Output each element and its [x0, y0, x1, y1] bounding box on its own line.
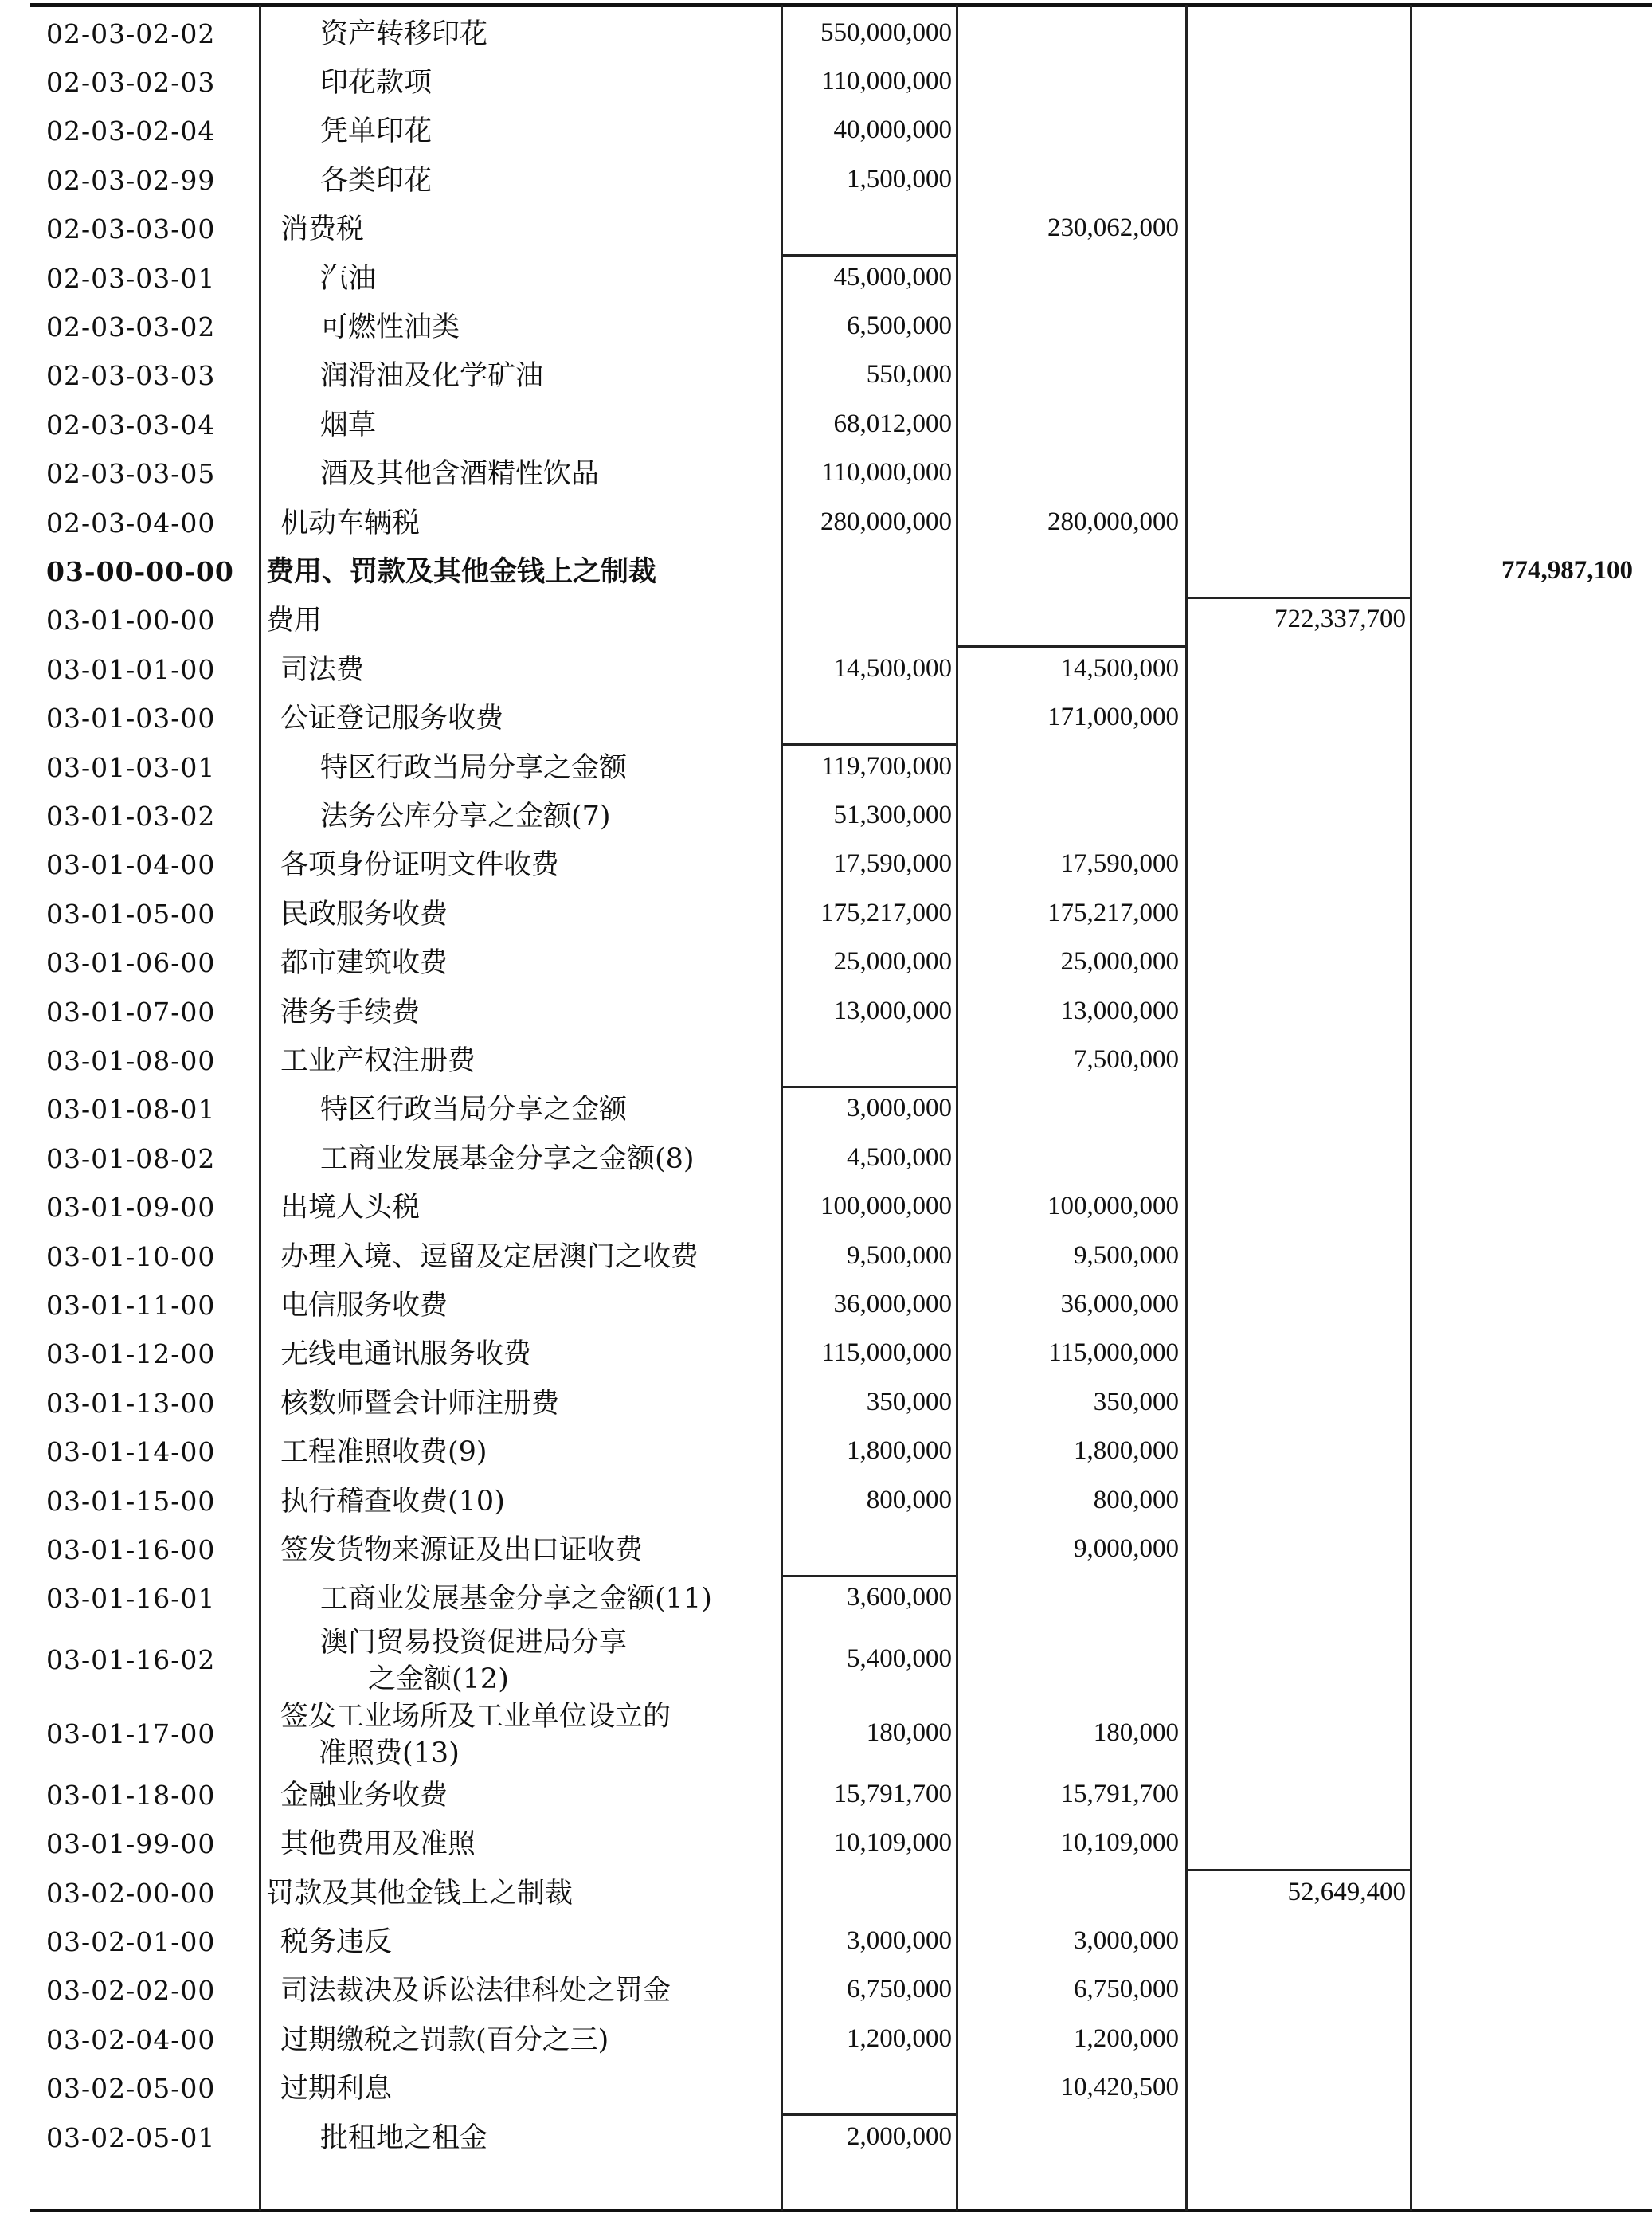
amount-v1: 68,012,000 [833, 409, 952, 438]
account-name: 工商业发展基金分享之金额(11) [320, 1583, 712, 1616]
account-name: 消费税 [280, 213, 365, 246]
table-top-rule [30, 3, 1652, 7]
amount-v2: 9,000,000 [1074, 1534, 1179, 1564]
account-code: 02-03-02-02 [46, 18, 216, 49]
table-row [0, 988, 1652, 1036]
table-row [0, 1379, 1652, 1428]
amount-v1: 13,000,000 [833, 996, 952, 1025]
table-row [0, 1134, 1652, 1183]
account-code: 02-03-03-01 [46, 262, 216, 294]
table-bottom-rule [30, 2209, 1652, 2212]
column-divider-amount4 [1410, 5, 1412, 2211]
amount-v1: 40,000,000 [833, 116, 952, 145]
account-name: 港务手续费 [280, 996, 421, 1028]
table-row [0, 743, 1652, 792]
amount-v1: 10,109,000 [833, 1828, 952, 1858]
amount-v2: 800,000 [1093, 1485, 1179, 1514]
table-row [0, 1232, 1652, 1281]
account-name: 印花款项 [320, 67, 433, 100]
amount-v2: 175,217,000 [1047, 898, 1179, 927]
amount-v1: 9,500,000 [847, 1240, 952, 1270]
amount-v1: 5,400,000 [847, 1644, 952, 1674]
table-row [0, 1698, 1652, 1772]
amount-v1: 3,000,000 [847, 1094, 952, 1123]
account-code: 03-01-13-00 [46, 1387, 216, 1419]
subtotal-rule [781, 254, 956, 257]
table-row [0, 2015, 1652, 2064]
account-name: 可燃性油类 [320, 311, 460, 344]
amount-v2: 25,000,000 [1060, 947, 1179, 977]
table-row [0, 695, 1652, 743]
account-name: 电信服务收费 [280, 1290, 448, 1322]
amount-v1: 1,800,000 [847, 1436, 952, 1466]
account-name: 机动车辆税 [280, 507, 421, 539]
amount-v2: 6,750,000 [1074, 1975, 1179, 2004]
table-row [0, 1330, 1652, 1379]
table-row [0, 1184, 1652, 1232]
table-row [0, 206, 1652, 254]
table-row [0, 2113, 1652, 2162]
amount-v2: 180,000 [1093, 1718, 1179, 1747]
table-row [0, 2065, 1652, 2113]
table-row [0, 939, 1652, 988]
table-row [0, 547, 1652, 596]
account-name: 各类印花 [320, 164, 433, 197]
account-name: 司法裁决及诉讼法律科处之罚金 [280, 1975, 671, 2008]
account-code: 03-02-00-00 [46, 1877, 216, 1909]
account-code: 02-03-02-03 [46, 67, 216, 99]
amount-v1: 100,000,000 [820, 1192, 952, 1221]
account-code: 03-01-03-01 [46, 751, 216, 783]
account-name: 核数师暨会计师注册费 [280, 1387, 560, 1420]
amount-v2: 100,000,000 [1047, 1192, 1179, 1221]
account-code: 03-02-05-00 [46, 2073, 216, 2105]
amount-v1: 15,791,700 [833, 1779, 952, 1808]
account-name: 润滑油及化学矿油 [320, 360, 544, 393]
amount-v1: 17,590,000 [833, 849, 952, 879]
column-divider-amount2 [956, 5, 958, 2211]
account-code: 03-01-08-02 [46, 1142, 216, 1174]
account-name: 费用、罚款及其他金钱上之制裁 [266, 555, 657, 589]
account-name: 费用 [266, 605, 323, 637]
amount-v2: 13,000,000 [1060, 996, 1179, 1025]
account-name: 之金额(12) [368, 1663, 509, 1696]
account-name: 各项身份证明文件收费 [280, 849, 560, 882]
account-code: 03-01-12-00 [46, 1338, 216, 1370]
account-code: 03-01-10-00 [46, 1240, 216, 1272]
account-code: 03-01-05-00 [46, 898, 216, 930]
account-code: 03-02-01-00 [46, 1926, 216, 1958]
account-code: 03-01-16-02 [46, 1644, 216, 1676]
account-name: 罚款及其他金钱上之制裁 [266, 1877, 574, 1910]
account-name: 工程准照收费(9) [280, 1436, 487, 1469]
amount-v1: 550,000,000 [820, 18, 952, 47]
account-name: 无线电通讯服务收费 [280, 1338, 532, 1371]
subtotal-rule [781, 1575, 956, 1577]
account-name: 特区行政当局分享之金额 [320, 1094, 628, 1126]
amount-v2: 9,500,000 [1074, 1240, 1179, 1270]
table-row [0, 1869, 1652, 1917]
table-row [0, 254, 1652, 303]
table-row [0, 890, 1652, 938]
table-row [0, 1036, 1652, 1085]
account-code: 03-01-14-00 [46, 1436, 216, 1468]
account-name: 都市建筑收费 [280, 947, 448, 980]
amount-v1: 51,300,000 [833, 801, 952, 830]
table-row [0, 352, 1652, 401]
amount-v3: 722,337,700 [1274, 605, 1406, 634]
account-name: 出境人头税 [280, 1192, 421, 1224]
table-row [0, 792, 1652, 840]
table-row [0, 58, 1652, 107]
table-row [0, 645, 1652, 694]
amount-v2: 280,000,000 [1047, 507, 1179, 536]
account-name: 工商业发展基金分享之金额(8) [320, 1142, 695, 1175]
account-code: 03-01-15-00 [46, 1485, 216, 1517]
account-code: 03-02-02-00 [46, 1975, 216, 2007]
account-name: 凭单印花 [320, 116, 433, 148]
amount-v1: 175,217,000 [820, 898, 952, 927]
subtotal-rule [1185, 1869, 1410, 1871]
amount-v1: 1,200,000 [847, 2023, 952, 2053]
table-row [0, 597, 1652, 645]
table-row [0, 1575, 1652, 1624]
account-code: 02-03-03-02 [46, 311, 216, 343]
amount-v2: 17,590,000 [1060, 849, 1179, 879]
amount-v2: 10,420,500 [1060, 2073, 1179, 2102]
account-name: 汽油 [320, 262, 377, 295]
account-name: 过期缴税之罚款(百分之三) [280, 2023, 609, 2056]
account-code: 02-03-03-03 [46, 360, 216, 392]
amount-v4: 774,987,100 [1501, 556, 1633, 586]
account-name: 民政服务收费 [280, 898, 448, 930]
account-code: 02-03-04-00 [46, 507, 216, 539]
account-name: 其他费用及准照 [280, 1828, 476, 1861]
account-code: 03-01-11-00 [46, 1290, 216, 1322]
amount-v2: 350,000 [1093, 1387, 1179, 1416]
table-row [0, 156, 1652, 205]
amount-v1: 14,500,000 [833, 653, 952, 683]
account-name: 酒及其他含酒精性饮品 [320, 458, 600, 491]
table-row [0, 1624, 1652, 1698]
account-code: 03-01-16-00 [46, 1534, 216, 1566]
table-row [0, 1428, 1652, 1477]
account-code: 03-01-04-00 [46, 849, 216, 881]
amount-v2: 1,200,000 [1074, 2023, 1179, 2053]
account-code: 02-03-03-04 [46, 409, 216, 441]
table-row [0, 1477, 1652, 1526]
account-code: 03-01-06-00 [46, 947, 216, 979]
table-row [0, 1281, 1652, 1330]
subtotal-rule [956, 645, 1185, 648]
account-name: 过期利息 [280, 2073, 393, 2105]
account-code: 03-01-07-00 [46, 996, 216, 1028]
amount-v2: 7,500,000 [1074, 1045, 1179, 1075]
account-code: 03-01-18-00 [46, 1779, 216, 1811]
account-code: 03-01-08-00 [46, 1045, 216, 1077]
account-code: 02-03-03-05 [46, 458, 216, 490]
account-code: 02-03-02-04 [46, 116, 216, 147]
account-name: 签发工业场所及工业单位设立的 [280, 1700, 671, 1733]
account-name: 特区行政当局分享之金额 [320, 751, 628, 784]
amount-v1: 350,000 [866, 1387, 952, 1416]
amount-v3: 52,649,400 [1287, 1877, 1406, 1906]
account-name: 签发货物来源证及出口证收费 [280, 1534, 644, 1567]
table-row [0, 450, 1652, 499]
amount-v2: 115,000,000 [1048, 1338, 1179, 1368]
table-row [0, 1086, 1652, 1134]
table-row [0, 108, 1652, 156]
table-row [0, 401, 1652, 449]
account-name: 执行稽查收费(10) [280, 1485, 505, 1518]
subtotal-rule [781, 1086, 956, 1088]
account-code: 03-01-17-00 [46, 1718, 216, 1749]
column-divider-name [259, 5, 261, 2211]
table-row [0, 10, 1652, 58]
account-code: 03-01-08-01 [46, 1094, 216, 1126]
account-code: 03-01-01-00 [46, 653, 216, 685]
amount-v1: 110,000,000 [821, 458, 952, 488]
account-code: 03-01-16-01 [46, 1583, 216, 1615]
account-code: 03-02-04-00 [46, 2023, 216, 2055]
account-name: 税务违反 [280, 1926, 393, 1959]
account-code: 03-01-00-00 [46, 605, 216, 637]
account-name: 司法费 [280, 653, 365, 686]
amount-v1: 110,000,000 [821, 67, 952, 96]
amount-v1: 1,500,000 [847, 164, 952, 194]
account-code: 03-01-09-00 [46, 1192, 216, 1224]
account-name: 工业产权注册费 [280, 1045, 476, 1078]
account-code: 02-03-03-00 [46, 213, 216, 245]
amount-v2: 36,000,000 [1060, 1290, 1179, 1319]
account-code: 03-01-03-02 [46, 801, 216, 832]
account-name: 资产转移印花 [320, 18, 488, 50]
account-name: 准照费(13) [319, 1737, 460, 1769]
amount-v1: 25,000,000 [833, 947, 952, 977]
subtotal-rule [781, 2113, 956, 2116]
account-name: 澳门贸易投资促进局分享 [320, 1627, 628, 1659]
amount-v1: 550,000 [866, 360, 952, 390]
amount-v2: 15,791,700 [1060, 1779, 1179, 1808]
amount-v1: 6,750,000 [847, 1975, 952, 2004]
amount-v1: 6,500,000 [847, 311, 952, 341]
account-name: 法务公库分享之金额(7) [320, 801, 611, 833]
amount-v2: 14,500,000 [1060, 653, 1179, 683]
account-code: 03-02-05-01 [46, 2121, 216, 2153]
amount-v1: 119,700,000 [821, 751, 952, 781]
amount-v1: 3,600,000 [847, 1583, 952, 1612]
amount-v2: 1,800,000 [1074, 1436, 1179, 1466]
column-divider-amount3 [1185, 5, 1188, 2211]
account-name: 金融业务收费 [280, 1779, 448, 1812]
subtotal-rule [781, 743, 956, 746]
table-row [0, 1967, 1652, 2015]
account-name: 办理入境、逗留及定居澳门之收费 [280, 1240, 699, 1273]
amount-v2: 10,109,000 [1060, 1828, 1179, 1858]
table-row [0, 1771, 1652, 1819]
account-code: 02-03-02-99 [46, 164, 216, 196]
table-row [0, 1526, 1652, 1574]
amount-v1: 2,000,000 [847, 2121, 952, 2151]
table-row [0, 499, 1652, 547]
account-code: 03-01-03-00 [46, 703, 216, 734]
amount-v1: 36,000,000 [833, 1290, 952, 1319]
amount-v1: 3,000,000 [847, 1926, 952, 1956]
account-name: 批租地之租金 [320, 2121, 488, 2154]
amount-v2: 230,062,000 [1047, 213, 1179, 243]
amount-v1: 280,000,000 [820, 507, 952, 536]
column-divider-amount1 [781, 5, 783, 2211]
account-code: 03-01-99-00 [46, 1828, 216, 1860]
amount-v1: 4,500,000 [847, 1142, 952, 1172]
account-code: 03-00-00-00 [46, 556, 234, 588]
amount-v1: 180,000 [866, 1718, 952, 1747]
amount-v2: 171,000,000 [1047, 703, 1179, 732]
amount-v1: 115,000,000 [821, 1338, 952, 1368]
table-row [0, 303, 1652, 351]
amount-v1: 45,000,000 [833, 262, 952, 292]
amount-v2: 3,000,000 [1074, 1926, 1179, 1956]
table-row [0, 841, 1652, 890]
subtotal-rule [1185, 597, 1410, 599]
table-row [0, 1820, 1652, 1869]
table-row [0, 1917, 1652, 1966]
account-name: 烟草 [320, 409, 377, 441]
account-name: 公证登记服务收费 [280, 703, 504, 735]
amount-v1: 800,000 [866, 1485, 952, 1514]
